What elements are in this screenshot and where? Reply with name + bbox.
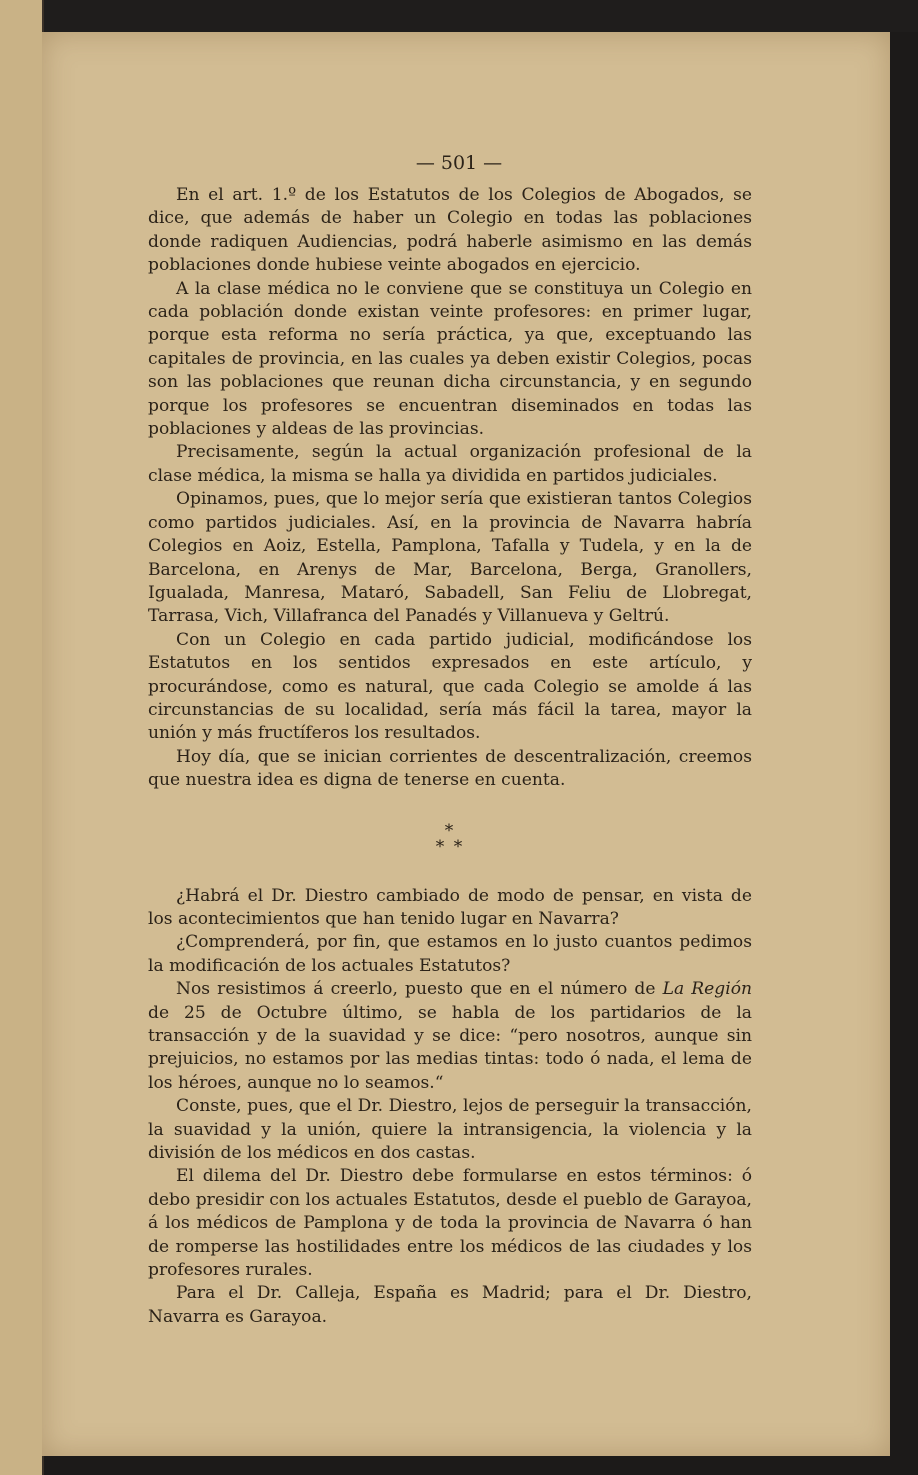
publication-title: La Región bbox=[662, 979, 752, 1000]
paragraph: Hoy día, que se inician corrientes de descentralización, creemos que nuestra idea es digna de tenerse en cuenta. bbox=[148, 746, 752, 791]
paragraph: En el art. 1.º de los Estatutos de los Colegios de Abogados, se dice, que además de haber un Colegio en todas las poblaciones donde radiquen Audiencias, podrá haberle asimismo en las demás poblaciones donde hubiese veinte abogados en ejercicio. bbox=[148, 185, 752, 276]
asterism-bottom: * * bbox=[435, 836, 465, 857]
paragraph: El dilema del Dr. Diestro debe formularse en estos términos: ó debo presidir con los actuales Estatutos, desde el pueblo de Garayoa, á los médicos de Pamplona y de toda la provincia de Navarra ó han de romperse las hostilidades entre los médicos de las ciudades y los profesores rurales. bbox=[148, 1166, 752, 1281]
paragraph: Precisamente, según la actual organización profesional de la clase médica, la misma se halla ya dividida en partidos judiciales. bbox=[148, 442, 752, 486]
text-run: de 25 de Octubre último, se habla de los partidarios de la transacción y de la suavidad y se dice: “pero nosotros, aunque sin prejuicios, no estamos por las medias tintas: todo ó nada, el lema de los héroes, aunque no lo seamos.“ bbox=[148, 1002, 752, 1093]
scan-top-band bbox=[0, 0, 918, 32]
paragraph: A la clase médica no le conviene que se constituya un Colegio en cada población donde existan veinte profesores: en primer lugar, porque esta reforma no sería práctica, ya que, exceptuando las capitales de provincia, en las cuales ya deben existir Colegios, pocas son las poblaciones que reunan dicha circunstancia, y en segundo porque los profesores se encuentran diseminados en todas las poblaciones y aldeas de las provincias. bbox=[148, 278, 752, 440]
paragraph: Para el Dr. Calleja, España es Madrid; para el Dr. Diestro, Navarra es Garayoa. bbox=[148, 1283, 752, 1327]
paragraph: Conste, pues, que el Dr. Diestro, lejos de perseguir la transacción, la suavidad y la unión, quiere la intransigencia, la violencia y la división de los médicos en dos castas. bbox=[148, 1096, 752, 1164]
paragraph: Opinamos, pues, que lo mejor sería que existieran tantos Colegios como partidos judiciales. Así, en la provincia de Navarra habría Colegios en Aoiz, Estella, Pamplona, Tafalla y Tudela, y en la de Barcelona, en Arenys de Mar, Barcelona, Berga, Granollers, Igualada, Manresa, Mataró, Sabadell, San Feliu de Llobregat, Tarrasa, Vich, Villafranca del Panadés y Villanueva y Geltrú. bbox=[148, 489, 752, 627]
page-number: — 501 — bbox=[415, 152, 503, 174]
asterism-top: * bbox=[444, 820, 456, 841]
paragraph: ¿Habrá el Dr. Diestro cambiado de modo de pensar, en vista de los acontecimientos que han tenido lugar en Navarra? bbox=[148, 885, 752, 929]
article-body bbox=[148, 184, 752, 1329]
paragraph: Con un Colegio en cada partido judicial, modificándose los Estatutos en los sentidos expresados en este artículo, y procurándose, como es natural, que cada Colegio se amolde á las circunstancias de su localidad, sería más fácil la tarea, mayor la unión y más fructíferos los resultados. bbox=[148, 629, 752, 744]
facing-page-edge bbox=[0, 0, 44, 1475]
asterism-separator bbox=[148, 820, 752, 857]
text-run: Nos resistimos á creerlo, puesto que en el número de bbox=[176, 979, 663, 1000]
paragraph: ¿Comprenderá, por fin, que estamos en lo justo cuantos pedimos la modificación de los actuales Estatutos? bbox=[148, 932, 752, 976]
paragraph-region bbox=[148, 978, 752, 1095]
